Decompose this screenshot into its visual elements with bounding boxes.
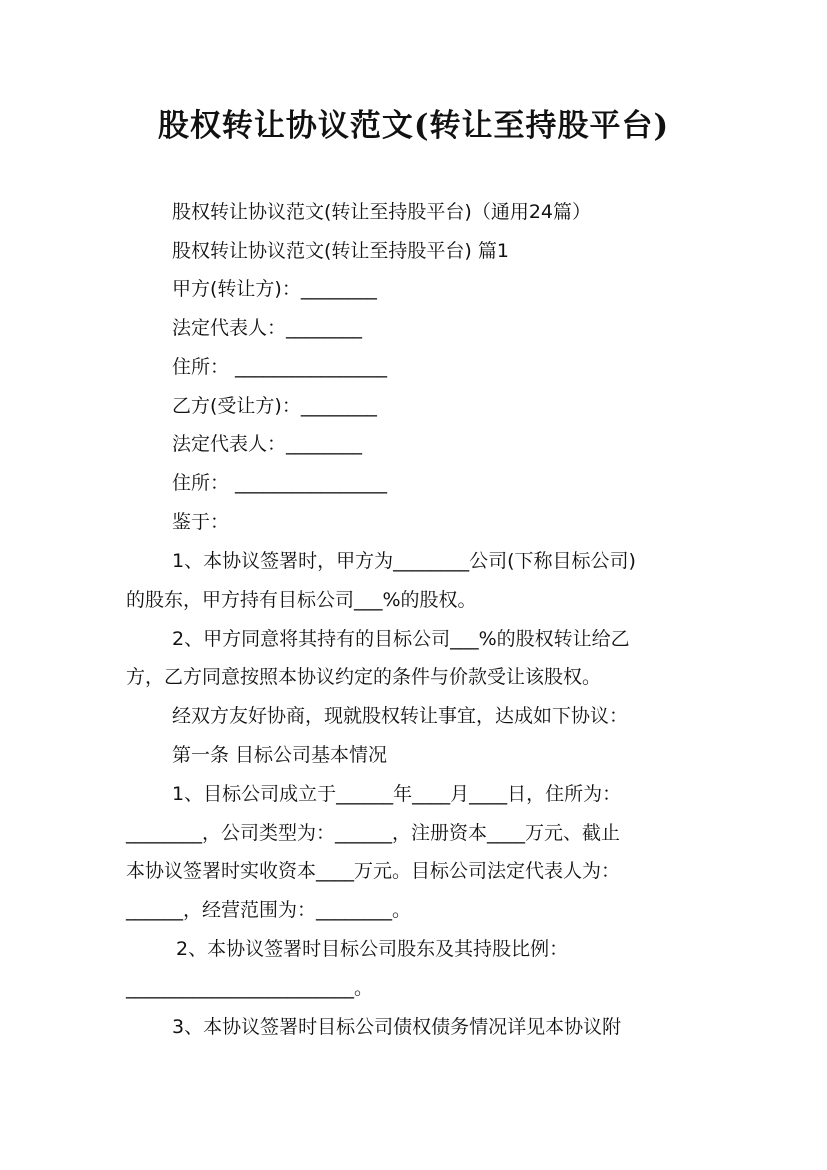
doc-line: 经双方友好协商，现就股权转让事宜，达成如下协议： [172,705,629,727]
doc-line: 股权转让协议范文(转让至持股平台) 篇1 [172,240,509,262]
doc-line: 乙方(受让方)：________ [172,395,377,417]
doc-line: ________，公司类型为：______，注册资本____万元、截止 [126,822,621,844]
doc-line: 股权转让协议范文(转让至持股平台)（通用24篇） [172,201,592,223]
doc-line: 住所： ________________ [172,472,388,494]
doc-line: 2、本协议签署时目标公司股东及其持股比例： [176,938,569,960]
doc-line: 2、甲方同意将其持有的目标公司___%的股权转让给乙 [172,628,630,650]
doc-line: 本协议签署时实收资本____万元。目标公司法定代表人为： [126,860,621,882]
doc-line: ______，经营范围为：________。 [126,899,412,921]
doc-line: ________________________。 [126,977,374,999]
doc-line: 法定代表人：________ [172,433,363,455]
doc-line: 方，乙方同意按照本协议约定的条件与价款受让该股权。 [126,666,602,688]
section-heading: 第一条 目标公司基本情况 [172,744,388,766]
doc-line: 1、目标公司成立于______年____月____日，住所为： [172,783,622,805]
doc-line: 3、本协议签署时目标公司债权债务情况详见本协议附 [172,1016,622,1038]
doc-line: 甲方(转让方)：________ [172,278,377,300]
document-title: 股权转让协议范文(转让至持股平台) [157,108,670,144]
doc-line: 鉴于： [172,511,230,533]
doc-line: 1、本协议签署时，甲方为________公司(下称目标公司) [172,550,636,572]
doc-line: 的股东，甲方持有目标公司___%的股权。 [126,589,477,611]
doc-line: 法定代表人：________ [172,317,363,339]
doc-line: 住所： ________________ [172,356,388,378]
